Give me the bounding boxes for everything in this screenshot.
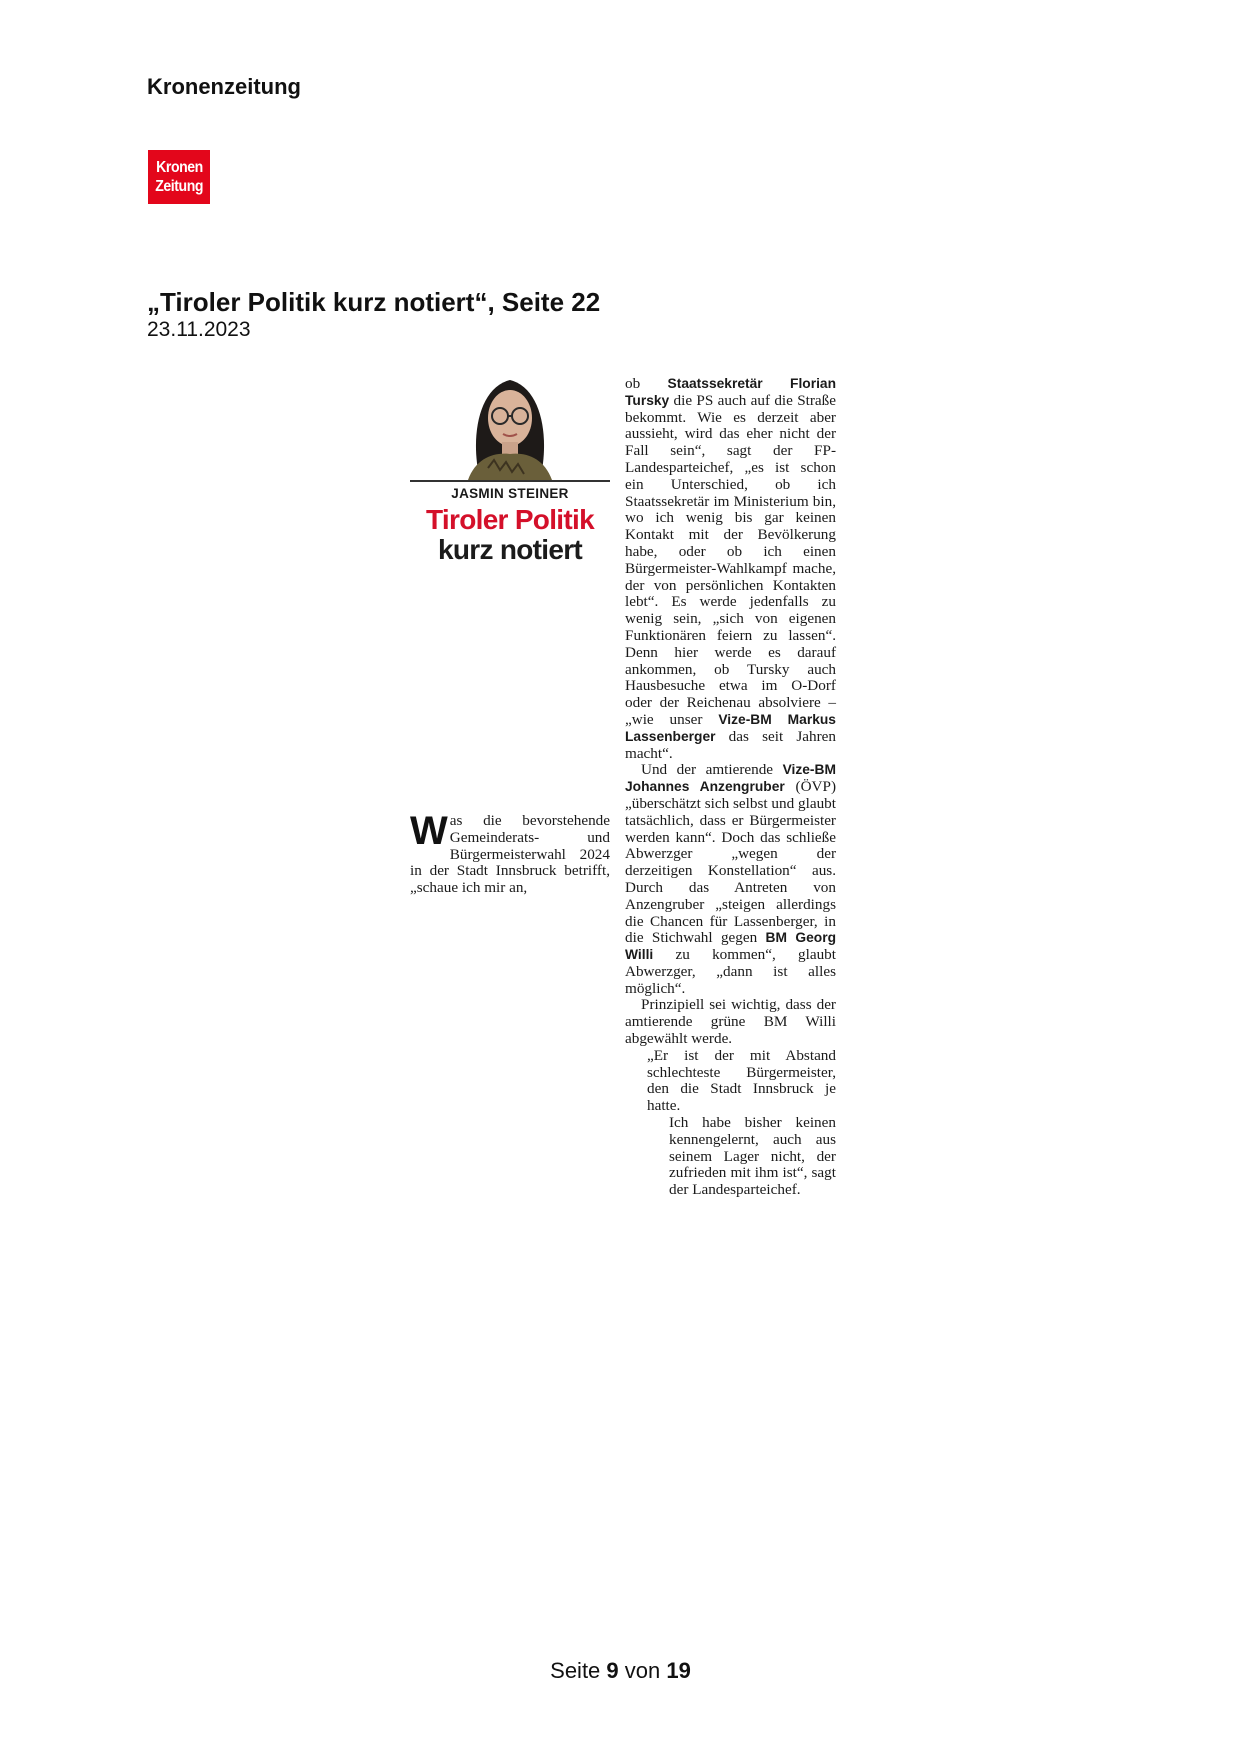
p1-text-a: ob — [625, 375, 668, 392]
author-portrait-image — [410, 368, 610, 480]
p2-text-c: zu kommen“, glaubt Abwerzger, „dann ist alles möglich“. — [625, 946, 836, 997]
footer-middle: von — [618, 1658, 667, 1683]
p1-name-tursky: Staatssekretär Florian Tursky — [625, 376, 837, 408]
article-clipping — [410, 368, 837, 1308]
p2-name-willi: BM Georg Willi — [625, 930, 836, 963]
p2-text-b: (ÖVP) „überschätzt sich selbst und glaubt tatsächlich, dass er Bürgermeister werden kann“. Doch das schließe Abwerzger „wegen der derzeitigen Konstellation“ aus. Durch das Antreten von Anzengruber „steigen allerdings die Chancen für Lassenberger, in die Stichwahl gegen — [625, 778, 837, 947]
article-right-column — [625, 376, 836, 1199]
paragraph-3: Prinzipiell sei wichtig, dass der amtierende grüne BM Willi abgewählt werde. — [625, 996, 836, 1048]
document-date: 23.11.2023 — [147, 318, 251, 341]
footer-page-number: 9 — [606, 1658, 619, 1683]
paragraph-1 — [625, 376, 836, 762]
footer-prefix: Seite — [550, 1658, 607, 1683]
page-footer — [0, 1658, 1241, 1684]
logo-line-2: Zeitung — [155, 178, 203, 195]
paragraph-3-quote-a: „Er ist der mit Abstand schlechteste Bürgermeister, den die Stadt Innsbruck je hatte. — [647, 1046, 836, 1115]
intro-text: as die bevorstehende Gemeinderats- und Bürgermeisterwahl 2024 in der Stadt Innsbruck betrifft, „schaue ich mir an, — [410, 812, 610, 897]
article-left-column — [410, 368, 610, 897]
document-title: „Tiroler Politik kurz notiert“, Seite 22 — [147, 287, 601, 317]
author-name: JASMIN STEINER — [451, 486, 569, 501]
p2-name-anzengruber: Vize-BM Johannes Anzengruber — [625, 762, 836, 795]
paragraph-3-quote-b: Ich habe bisher keinen kennengelernt, auch aus seinem Lager nicht, der zufrieden mit ihm ist“, sagt der Landesparteichef. — [669, 1114, 836, 1199]
column-title-line-1: Tiroler Politik — [426, 504, 594, 535]
portrait-divider — [410, 480, 610, 482]
column-title-line-2: kurz notiert — [437, 534, 583, 565]
kronen-zeitung-logo — [148, 150, 210, 204]
drop-cap: W — [410, 809, 448, 853]
p1-text-b: die PS auch auf die Straße bekommt. Wie es derzeit aber aussieht, wird das eher nicht der Fall sein“, sagt der FP-Landesparteichef, „es ist schon ein Unterschied, ob ich Staatssekretär im Ministerium bin, wo ich wenig bis gar keinen Kontakt mit der Bevölkerung habe, oder ob ich einen Bürgermeister-Wahlkampf mache, der von persönlichen Kontakten lebt“. Es werde jedenfalls zu wenig sein, „sich von eigenen Funktionären feiern zu lassen“. Denn hier werde es darauf ankommen, ob Tursky auch Hausbesuche etwa im O-Dorf oder der Reichenau absolviere – „wie unser — [625, 391, 836, 728]
p1-text-c: das seit Jahren macht“. — [625, 727, 836, 762]
author-portrait — [410, 368, 610, 480]
paragraph-2 — [625, 762, 836, 997]
logo-line-1: Kronen — [155, 159, 203, 176]
article-intro — [410, 809, 610, 897]
publication-name: Kronenzeitung — [147, 74, 301, 99]
p2-text-a: Und der amtierende — [641, 761, 783, 779]
footer-page-total: 19 — [666, 1658, 691, 1683]
p1-name-lassenberger: Vize-BM Markus Lassenberger — [625, 711, 836, 744]
